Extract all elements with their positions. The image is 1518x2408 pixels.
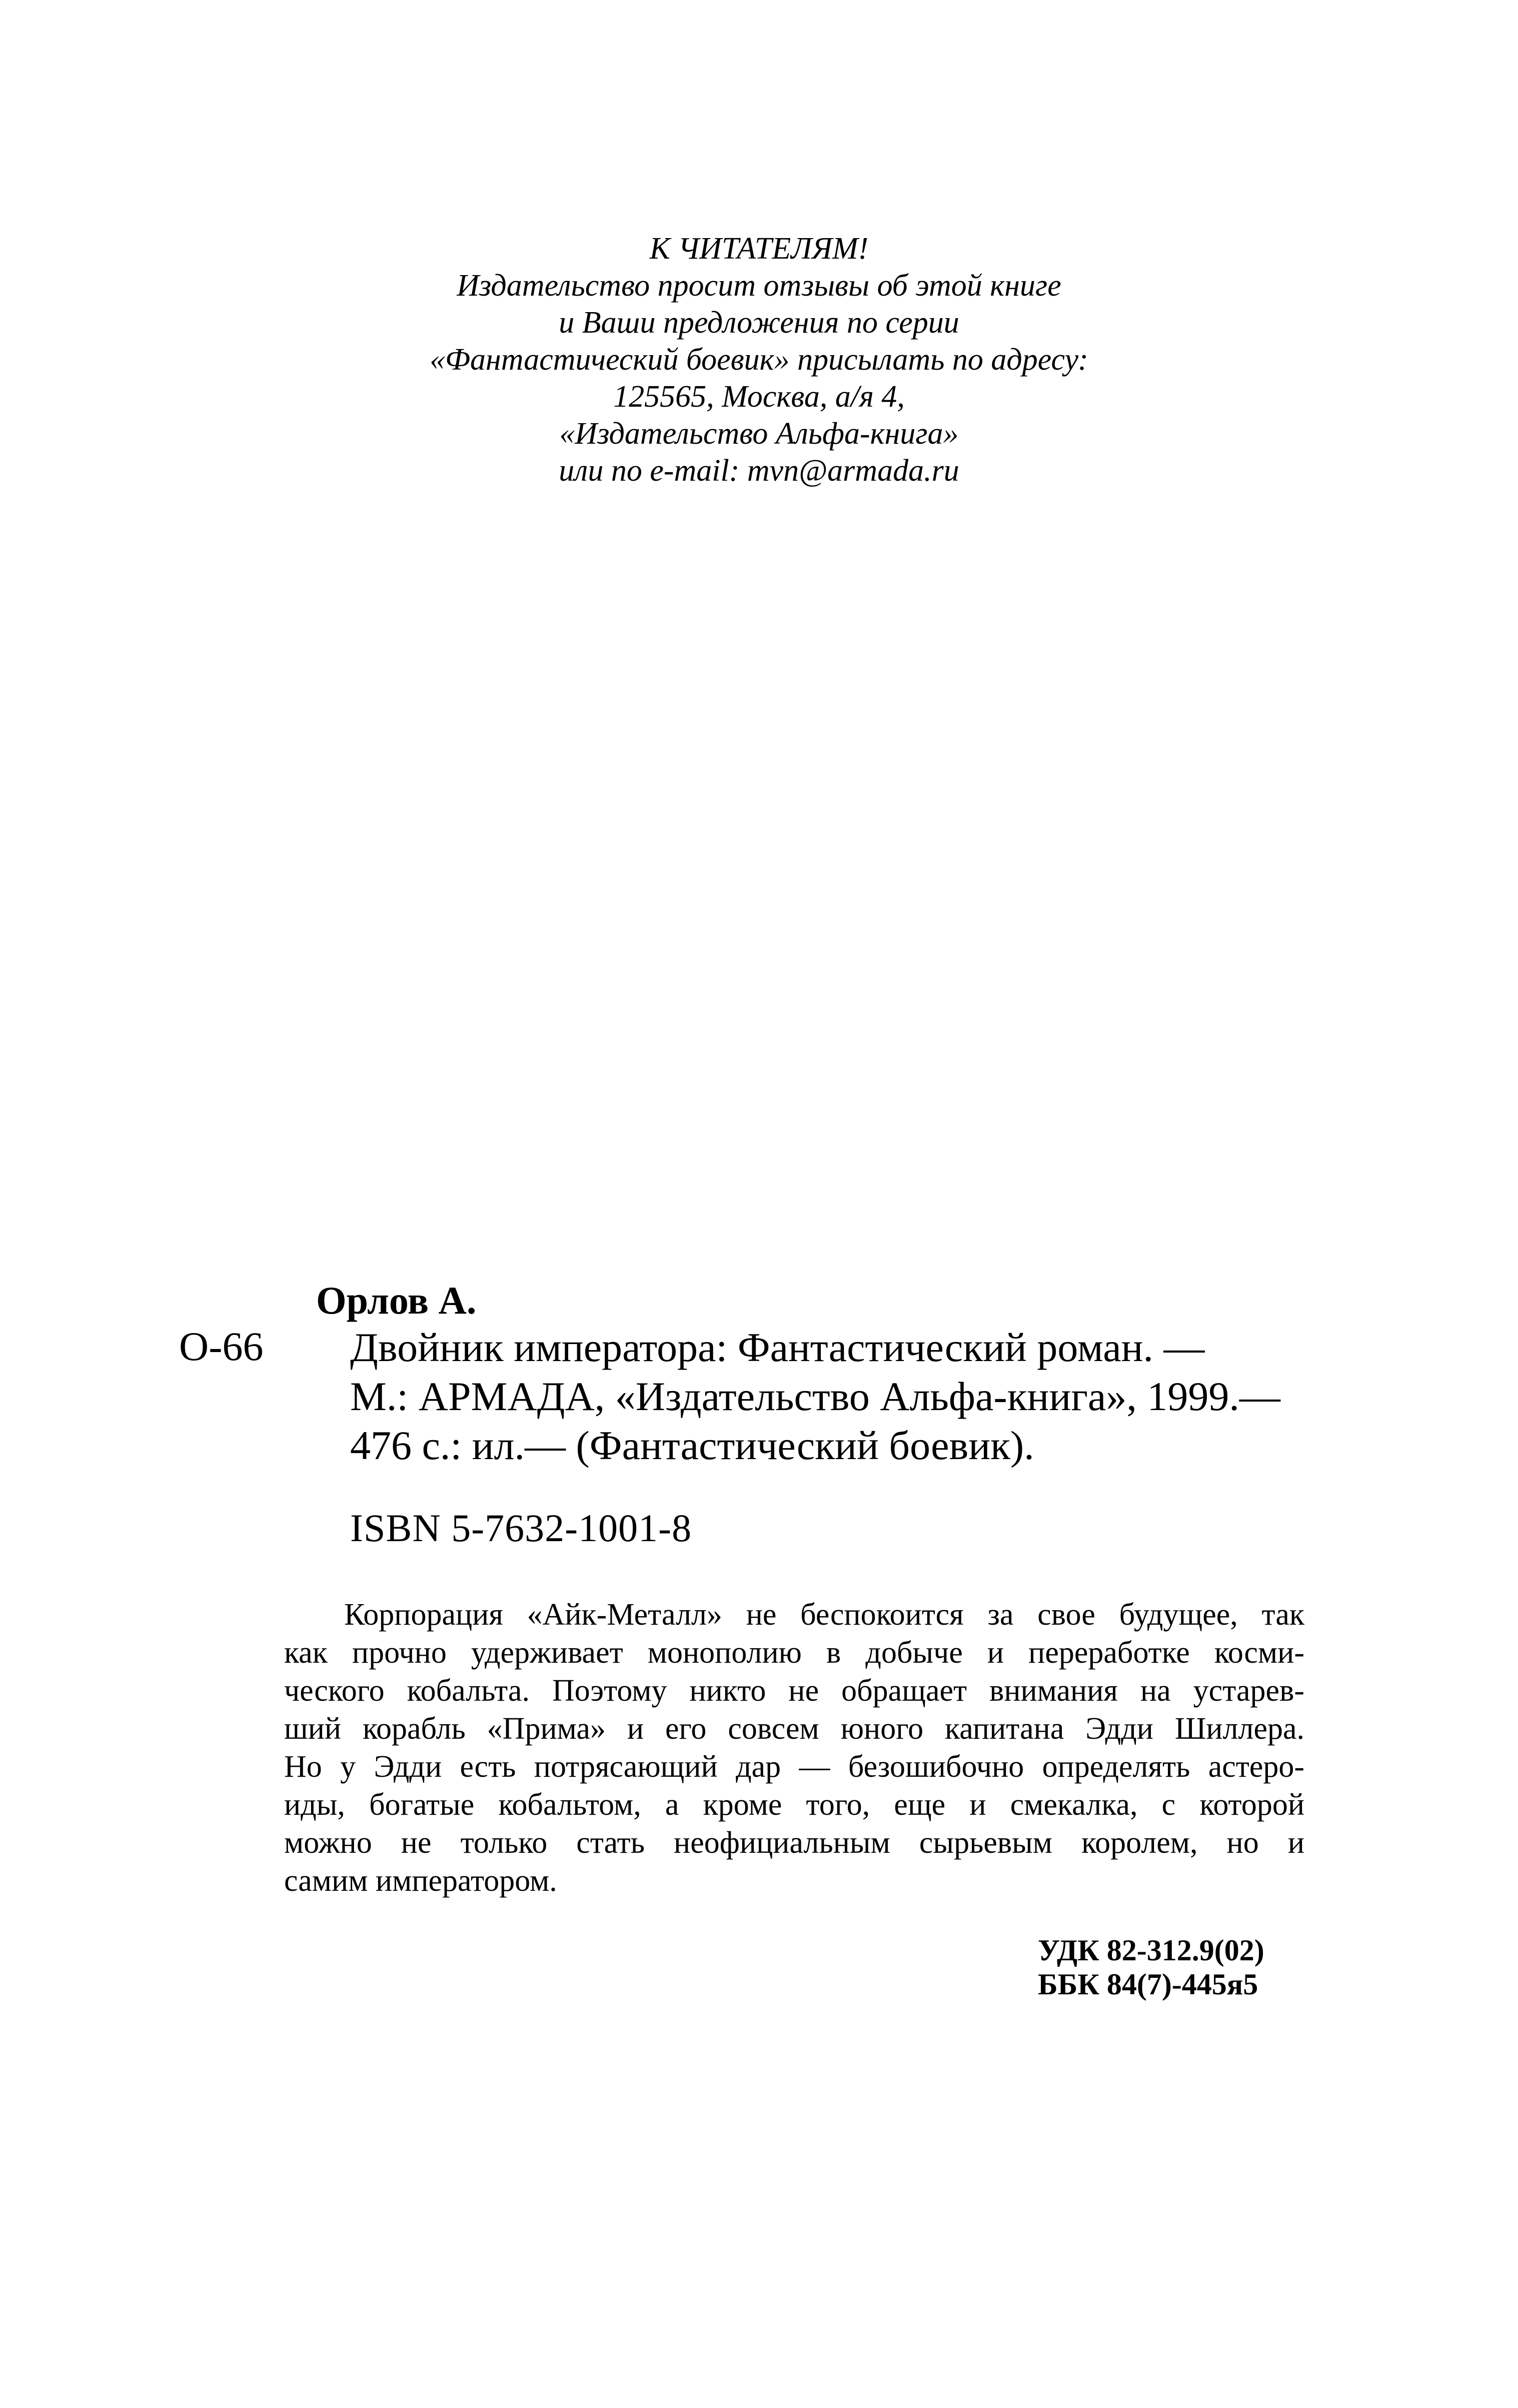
annotation-line: самим императором. bbox=[284, 1864, 557, 1898]
notice-line: Издательство просит отзывы об этой книге bbox=[457, 269, 1061, 303]
notice-email: или по e-mail: mvn@armada.ru bbox=[559, 454, 959, 488]
annotation-line: Но у Эдди есть потрясающий дар — безошибочно определять астеро- bbox=[284, 1750, 1304, 1784]
notice-line: «Фантастический боевик» присылать по адресу: bbox=[430, 343, 1088, 377]
notice-line: и Ваши предложения по серии bbox=[559, 306, 959, 340]
annotation-line: ший корабль «Прима» и его совсем юного капитана Эдди Шиллера. bbox=[284, 1712, 1304, 1746]
annotation-line: иды, богатые кобальтом, а кроме того, еще и смекалка, с которой bbox=[284, 1788, 1304, 1822]
udk-code: УДК 82-312.9(02) bbox=[1038, 1934, 1264, 1967]
catalog-author: Орлов А. bbox=[316, 1279, 477, 1322]
catalog-pages-line: 476 с.: ил.— (Фантастический боевик). bbox=[350, 1423, 1034, 1468]
catalog-isbn: ISBN 5-7632-1001-8 bbox=[350, 1506, 692, 1550]
catalog-description bbox=[350, 1323, 1325, 1470]
notice-heading: К ЧИТАТЕЛЯМ! bbox=[649, 232, 869, 266]
readers-notice bbox=[0, 230, 1518, 489]
catalog-publication-line: М.: АРМАДА, «Издательство Альфа-книга», 1999.— bbox=[350, 1374, 1280, 1419]
notice-address: 125565, Москва, а/я 4, bbox=[613, 380, 905, 414]
catalog-title-line: Двойник императора: Фантастический роман. — bbox=[350, 1325, 1205, 1370]
bbk-code: ББК 84(7)-445я5 bbox=[1038, 1968, 1258, 2001]
annotation-line: ческого кобальта. Поэтому никто не обращает внимания на устарев- bbox=[284, 1674, 1304, 1708]
annotation-line: можно не только стать неофициальным сырьевым королем, но и bbox=[284, 1826, 1304, 1860]
annotation-line: как прочно удерживает монополию в добыче и переработке косми- bbox=[284, 1636, 1304, 1670]
notice-publisher: «Издательство Альфа-книга» bbox=[559, 417, 959, 451]
catalog-shelf-code: О-66 bbox=[179, 1324, 264, 1369]
book-annotation bbox=[284, 1596, 1304, 1900]
annotation-line: Корпорация «Айк-Металл» не беспокоится за свое будущее, так bbox=[344, 1598, 1304, 1632]
classification-codes bbox=[1038, 1933, 1264, 2001]
